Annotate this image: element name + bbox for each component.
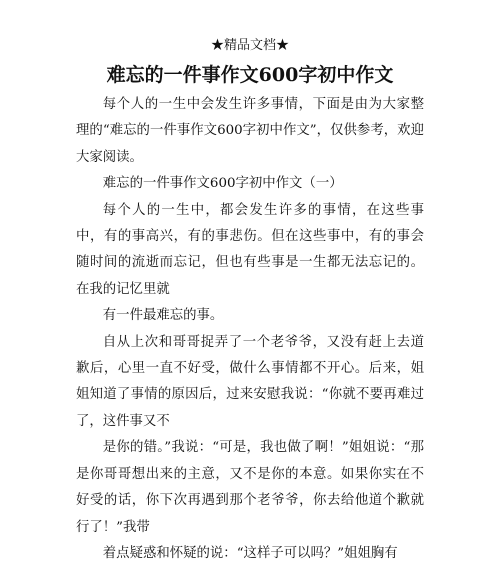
body-paragraph: 自从上次和哥哥捉弄了一个老爷爷，又没有赶上去道歉后，心里一直不好受，做什么事情都不开心。后来，姐姐知道了事情的原因后，过来安慰我说：“你就不要再难过了，这件事又不 xyxy=(76,334,424,429)
body-paragraph: 是你的错。”我说：“可是，我也做了啊！”姐姐说：“那是你哥哥想出来的主意，又不是你的本意。如果你实在不好受的话，你下次再遇到那个老爷爷，你去给他道个歉就行了！”我带 xyxy=(76,440,424,535)
document-title: 难忘的一件事作文600字初中作文 xyxy=(106,64,394,86)
intro-paragraph: 每个人的一生中会发生许多事情，下面是由为大家整理的“难忘的一件事作文600字初中作文”，仅供参考，欢迎大家阅读。 xyxy=(76,97,424,165)
body-paragraph: 有一件最难忘的事。 xyxy=(102,308,224,324)
document-body xyxy=(76,92,424,565)
body-paragraph: 每个人的一生中，都会发生许多的事情，在这些事中，有的事高兴，有的事悲伤。但在这些事中，有的事会随时间的流逝而忘记，但也有些事是一生都无法忘记的。在我的记忆里就 xyxy=(76,202,424,297)
document-header: ★精品文档★ xyxy=(210,38,289,53)
body-paragraph: 着点疑惑和怀疑的说：“这样子可以吗？”姐姐胸有 xyxy=(102,545,398,561)
section-heading: 难忘的一件事作文600字初中作文（一） xyxy=(102,176,343,192)
